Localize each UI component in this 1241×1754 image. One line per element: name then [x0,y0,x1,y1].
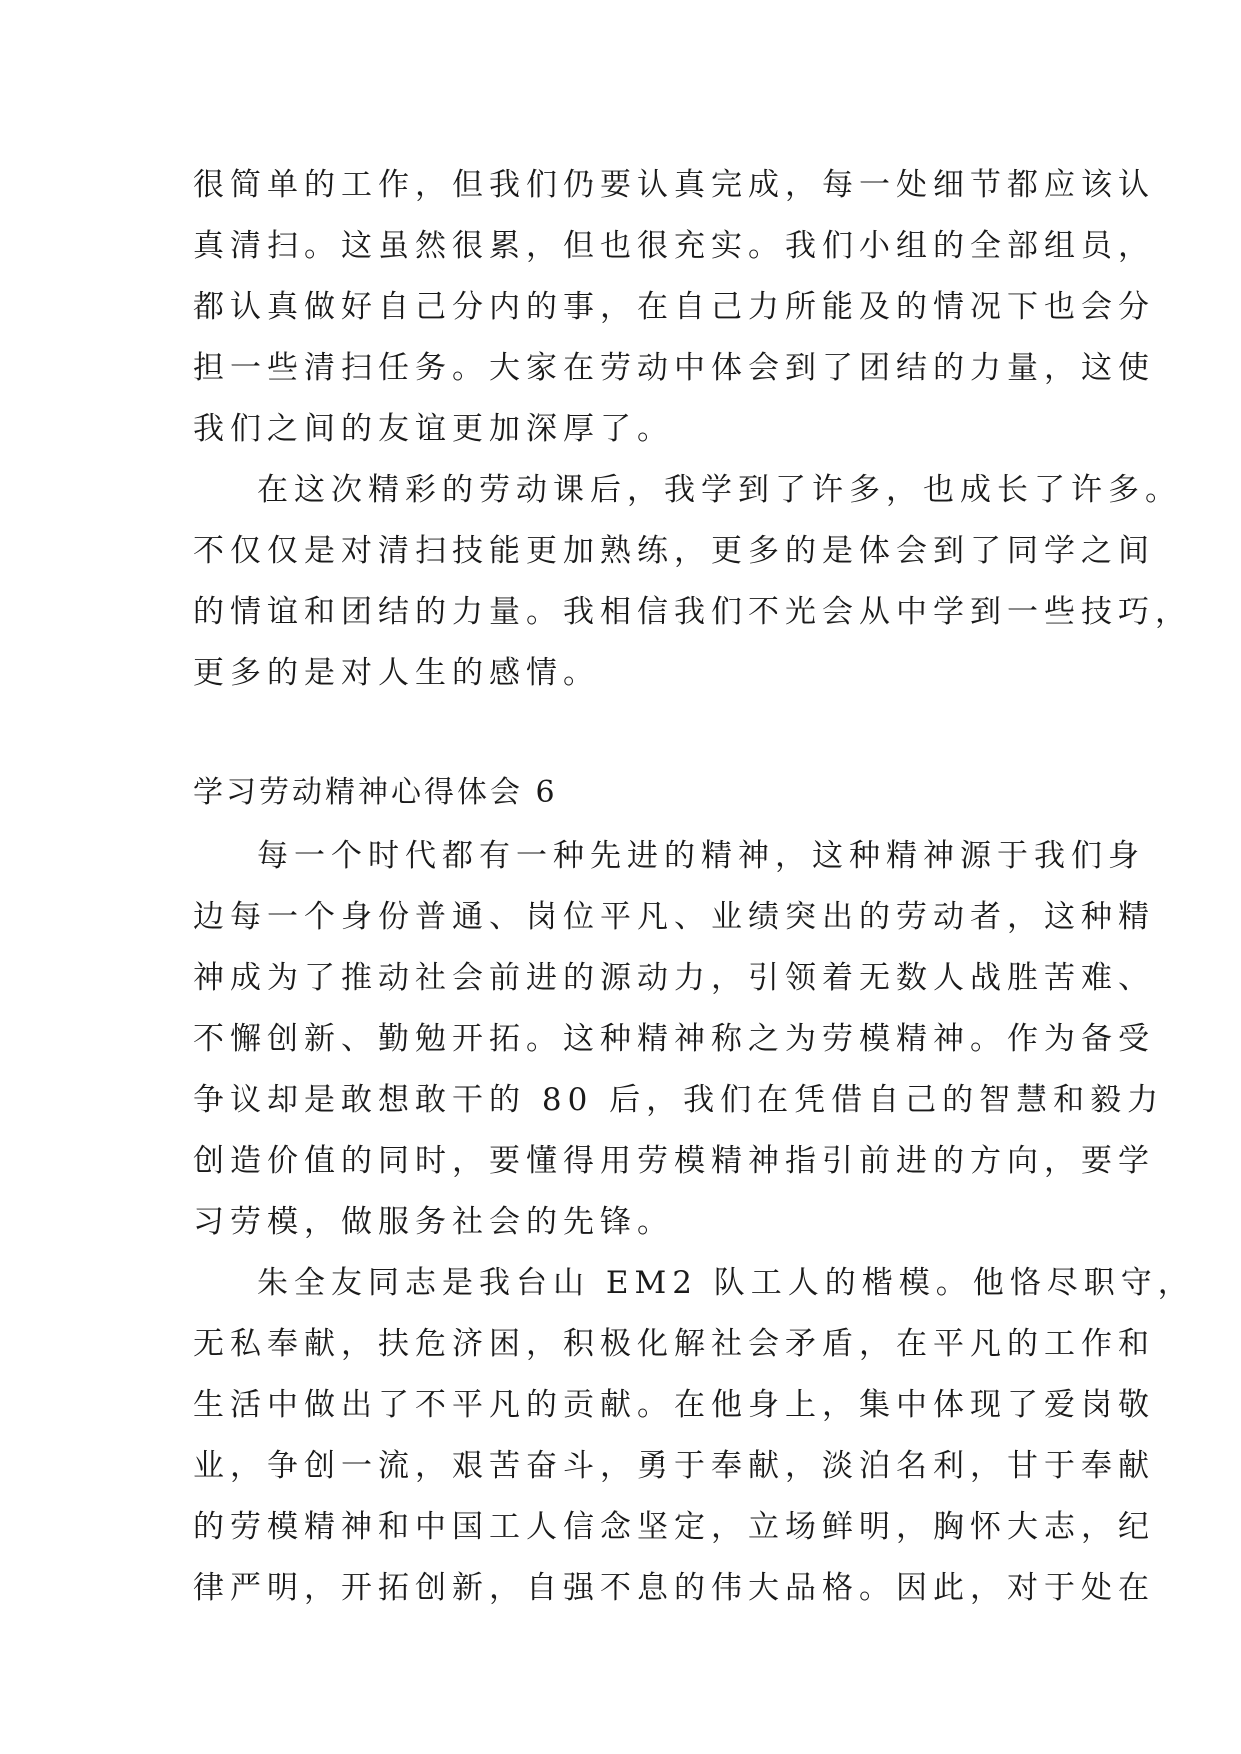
paragraph-continuation [193,155,1155,460]
text-line: 争议却是敢想敢干的 80 后，我们在凭借自己的智慧和毅力 [193,1082,1165,1118]
text-line: 朱全友同志是我台山 EM2 队工人的楷模。他恪尽职守， [257,1265,1195,1301]
text-line: 我们之间的友谊更加深厚了。 [193,411,674,447]
paragraph-zhu-quanyou [193,1253,1195,1619]
text-line: 生活中做出了不平凡的贡献。在他身上，集中体现了爱岗敬 [193,1387,1155,1423]
text-line: 无私奉献，扶危济困，积极化解社会矛盾，在平凡的工作和 [193,1326,1155,1362]
document-page [193,155,1195,1619]
text-line: 律严明，开拓创新，自强不息的伟大品格。因此，对于处在 [193,1570,1155,1606]
text-line: 神成为了推动社会前进的源动力，引领着无数人战胜苦难、 [193,960,1155,996]
paragraph-labor-class [193,460,1192,704]
text-line: 在这次精彩的劳动课后，我学到了许多，也成长了许多。 [257,472,1182,508]
text-line: 不懈创新、勤勉开拓。这种精神称之为劳模精神。作为备受 [193,1021,1155,1057]
text-line: 习劳模，做服务社会的先锋。 [193,1204,674,1240]
text-line: 的情谊和团结的力量。我相信我们不光会从中学到一些技巧， [193,594,1192,630]
section-title: 学习劳动精神心得体会 6 [193,775,558,810]
paragraph-model-worker-spirit [193,826,1165,1253]
text-line: 真清扫。这虽然很累，但也很充实。我们小组的全部组员， [193,228,1155,264]
text-line: 边每一个身份普通、岗位平凡、业绩突出的劳动者，这种精 [193,899,1155,935]
section-gap [193,704,1051,760]
text-line: 业，争创一流，艰苦奋斗，勇于奉献，淡泊名利，甘于奉献 [193,1448,1155,1484]
text-line: 更多的是对人生的感情。 [193,655,600,691]
text-line: 每一个时代都有一种先进的精神，这种精神源于我们身 [257,838,1145,874]
text-line: 很简单的工作，但我们仍要认真完成，每一处细节都应该认 [193,167,1155,203]
text-line: 创造价值的同时，要懂得用劳模精神指引前进的方向，要学 [193,1143,1155,1179]
text-line: 的劳模精神和中国工人信念坚定，立场鲜明，胸怀大志，纪 [193,1509,1155,1545]
text-line: 担一些清扫任务。大家在劳动中体会到了团结的力量，这使 [193,350,1155,386]
text-line: 不仅仅是对清扫技能更加熟练，更多的是体会到了同学之间 [193,533,1155,569]
text-line: 都认真做好自己分内的事，在自己力所能及的情况下也会分 [193,289,1155,325]
